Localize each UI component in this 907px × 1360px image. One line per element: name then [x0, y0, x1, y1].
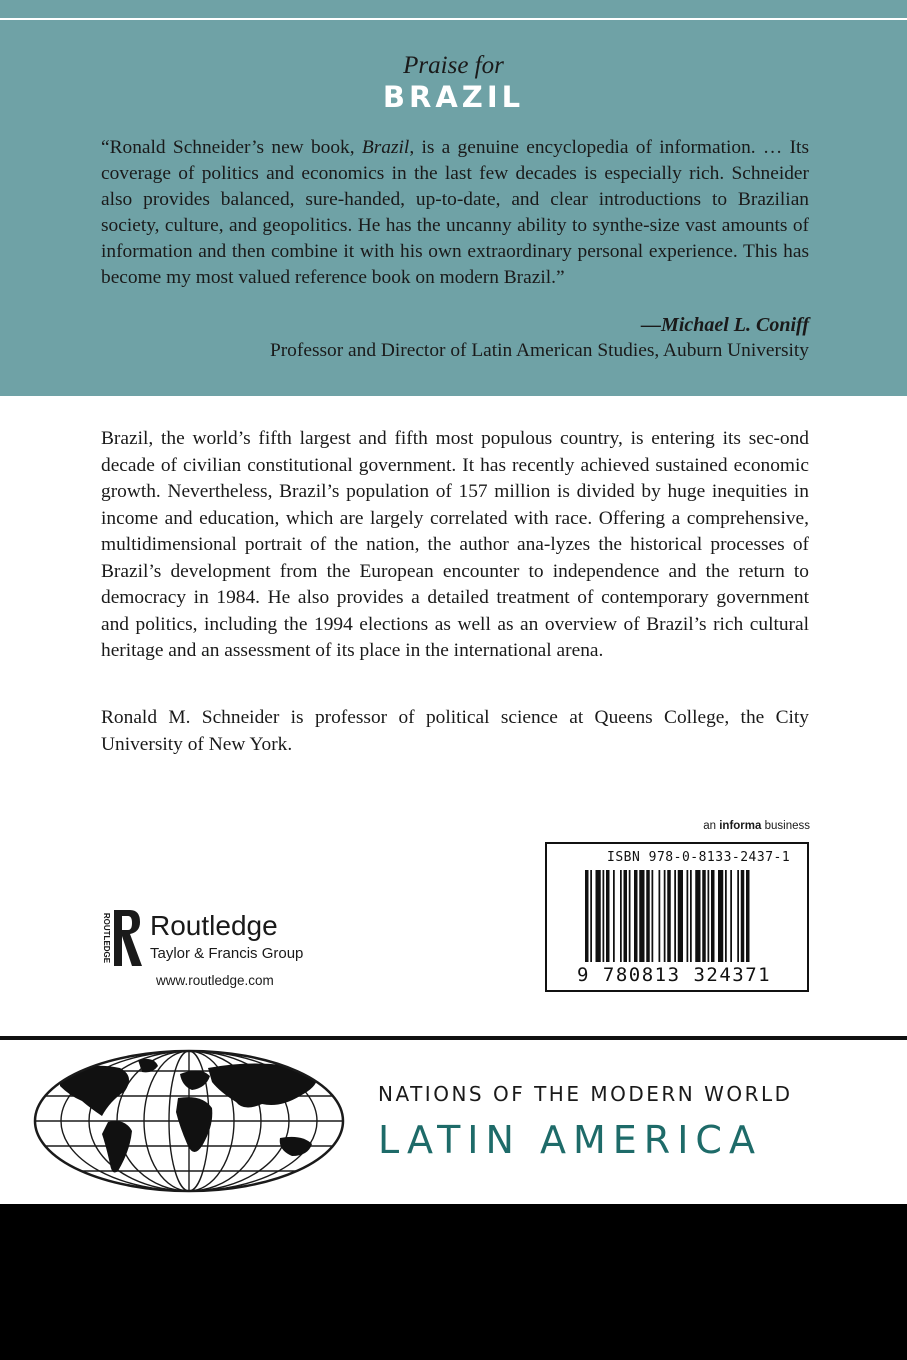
routledge-spine-text: ROUTLEDGE: [102, 912, 111, 964]
publisher-name: Routledge: [150, 910, 278, 941]
isbn-text: ISBN 978-0-8133-2437-1: [607, 850, 791, 865]
informa-suffix: business: [761, 820, 810, 832]
publisher-url: www.routledge.com: [156, 973, 274, 988]
quote-text-rest: , is a genuine encyclopedia of information. … Its coverage of politics and economics in the last few decades is especially rich. Schneider also provides balanced, sure-handed, up-to-date, and clear introductions to Brazilian society, culture, and geopolitics. He has the uncanny ability to synthe-size vast amounts of information and then combine it with his own extraordinary personal experience. This has become my most valued reference book on modern Brazil.”: [101, 137, 809, 288]
author-bio: Ronald M. Schneider is professor of political science at Queens College, the City University of New York.: [101, 707, 809, 755]
informa-brand: informa: [719, 820, 762, 832]
informa-prefix: an: [703, 820, 720, 832]
praise-for-label: Praise for: [403, 52, 504, 79]
bottom-band: [0, 1204, 907, 1360]
barcode-bars: [585, 870, 793, 972]
series-divider: [0, 1036, 907, 1040]
attribution-role: Professor and Director of Latin American Studies, Auburn University: [269, 340, 809, 361]
informa-tagline: [600, 820, 810, 832]
quote-text-start: “Ronald Schneider’s new book,: [101, 137, 362, 158]
praise-book-title: BRAZIL: [382, 80, 525, 114]
praise-quote: [101, 135, 809, 291]
ean-digits: 9 780813 324371: [577, 964, 772, 986]
quote-book-title: Brazil: [361, 137, 410, 158]
isbn-barcode: [545, 842, 809, 992]
attribution-name: —Michael L. Coniff: [641, 314, 809, 336]
description-paragraph: Brazil, the world’s fifth largest and fifth most populous country, is entering its sec-ond decade of civilian constitutional government. It has recently achieved sustained economic growth. Nevertheless, Brazil’s population of 157 million is divided by huge inequities in income and education, which are largely correlated with race. Offering a comprehensive, multidimensional portrait of the nation, the author ana-lyzes the historical processes of Brazil’s development from the European encounter to independence and the return to democracy in 1984. He also provides a detailed treatment of contemporary government and politics, including the 1994 elections as well as an overview of Brazil’s rich cultural heritage and an assessment of its place in the international arena.: [101, 428, 809, 661]
world-map-icon: [30, 1046, 348, 1196]
publisher-group: Taylor & Francis Group: [150, 945, 304, 962]
series-name: NATIONS OF THE MODERN WORLD: [378, 1082, 793, 1106]
series-region: LATIN AMERICA: [378, 1118, 762, 1162]
routledge-logo-icon: [96, 906, 144, 970]
praise-panel: [0, 0, 907, 396]
top-rule: [0, 18, 907, 20]
